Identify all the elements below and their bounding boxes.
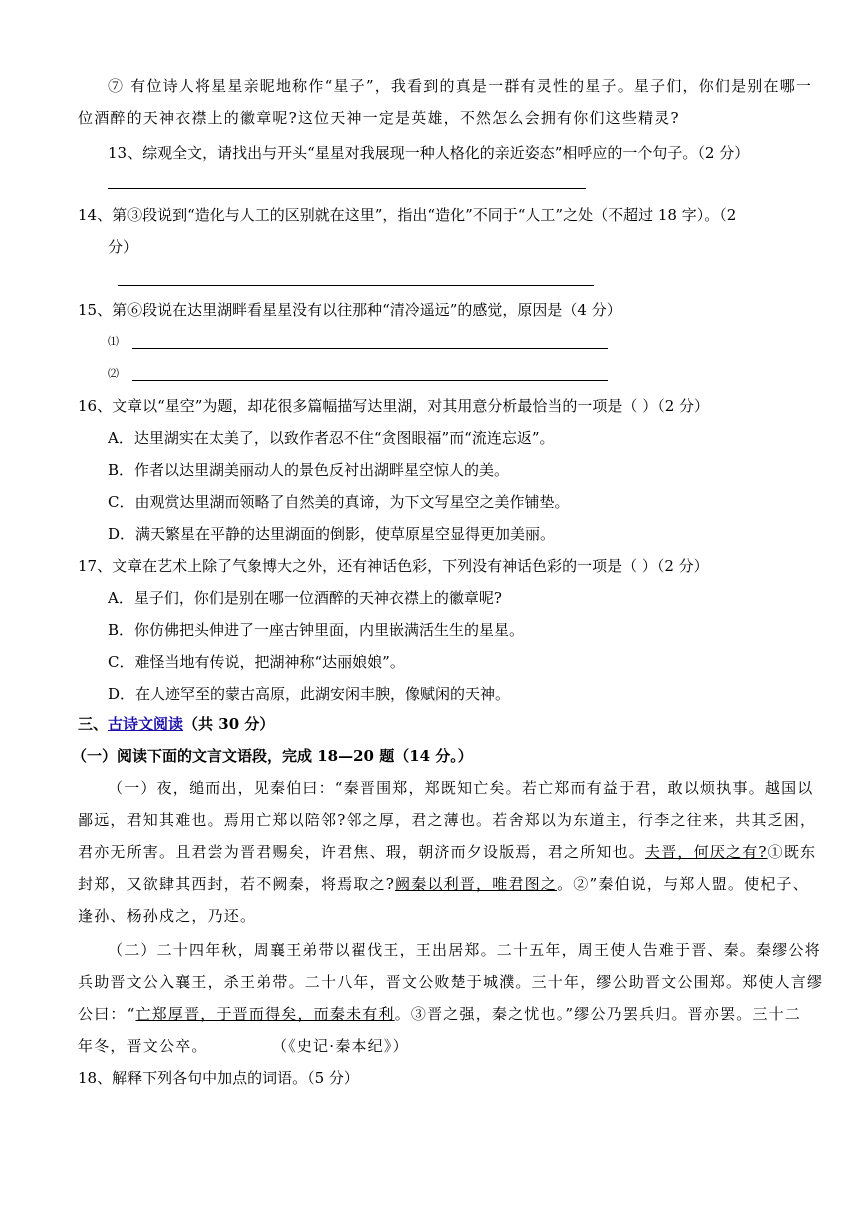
text-1-line-4 bbox=[78, 874, 809, 894]
text-1-line-4-b: 。②”秦伯说，与郑人盟。使杞子、 bbox=[557, 875, 809, 893]
question-15: 15、第⑥段说在达里湖畔看星星没有以往那种“清冷遥远”的感觉，原因是（4 分） bbox=[78, 301, 622, 319]
text-2-source: （《史记·秦本纪》） bbox=[272, 1037, 409, 1055]
text-1-line-2: 鄙远，君知其难也。焉用亡郑以陪邻?邻之厚，君之薄也。若舍郑以为东道主，行李之往来，共其乏困， bbox=[78, 811, 817, 829]
option-17-c[interactable]: C．难怪当地有传说，把湖神称“达丽娘娘”。 bbox=[108, 653, 405, 671]
passage-7-line-1: ⑦ 有位诗人将星星亲昵地称作“星子”，我看到的真是一群有灵性的星子。星子们，你们是别在哪一 bbox=[108, 77, 813, 95]
option-16-a[interactable]: A．达里湖实在太美了，以致作者忍不住“贪图眼福”而“流连忘返”。 bbox=[108, 429, 555, 447]
option-17-a[interactable]: A．星子们，你们是别在哪一位酒醉的天神衣襟上的徽章呢? bbox=[108, 589, 502, 607]
question-14-line-1: 14、第③段说到“造化与人工的区别就在这里”，指出“造化”不同于“人工”之处（不超过 18 字）。（2 bbox=[78, 206, 737, 224]
text-2-underlined: 亡郑厚晋，于晋而得矣，而秦未有利 bbox=[135, 1005, 395, 1023]
text-2-line-1: （二）二十四年秋，周襄王弟带以翟伐王，王出居郑。二十五年，周王使人告难于晋、秦。秦缪公将 bbox=[108, 941, 821, 959]
text-2-line-4: 年冬，晋文公卒。 bbox=[78, 1037, 208, 1055]
text-1-underlined-2: 阙秦以利晋，唯君图之 bbox=[395, 875, 558, 893]
answer-line-13[interactable] bbox=[108, 188, 586, 189]
text-2-line-3-b: 。③晋之强，秦之忧也。”缪公乃罢兵归。晋亦罢。三十二 bbox=[394, 1005, 802, 1023]
answer-label-15-1: ⑴ bbox=[108, 335, 119, 348]
answer-line-14[interactable] bbox=[118, 285, 594, 286]
answer-line-15-1[interactable] bbox=[132, 348, 608, 349]
option-16-d[interactable]: D．满天繁星在平静的达里湖面的倒影，使草原星空显得更加美丽。 bbox=[108, 525, 556, 543]
text-1-line-3 bbox=[78, 842, 816, 862]
question-16: 16、文章以“星空”为题，却花很多篇幅描写达里湖，对其用意分析最恰当的一项是（ ）（2 分） bbox=[78, 397, 710, 415]
subsection-1-title: （一）阅读下面的文言文语段，完成 18—20 题（14 分。） bbox=[72, 747, 473, 765]
answer-label-15-2: ⑵ bbox=[108, 367, 119, 380]
text-2-line-3 bbox=[78, 1004, 801, 1024]
passage-7-line-2: 位酒醉的天神衣襟上的徽章呢?这位天神一定是英雄，不然怎么会拥有你们这些精灵? bbox=[78, 109, 680, 127]
question-13: 13、综观全文，请找出与开头“星星对我展现一种人格化的亲近姿态”相呼应的一个句子。（2 分） bbox=[108, 144, 750, 162]
text-1-line-1: （一）夜，缒而出，见秦伯曰：“秦晋围郑，郑既知亡矣。若亡郑而有益于君，敢以烦执事。越国以 bbox=[108, 779, 814, 797]
section-3-heading bbox=[78, 714, 274, 734]
question-18: 18、解释下列各句中加点的词语。（5 分） bbox=[78, 1069, 359, 1087]
text-1-line-4-a: 封郑，又欲肆其西封，若不阙秦，将焉取之? bbox=[78, 875, 396, 893]
option-17-d[interactable]: D．在人迹罕至的蒙古高原，此湖安闲丰腴，像赋闲的天神。 bbox=[108, 685, 511, 703]
section-3-prefix: 三、 bbox=[78, 715, 109, 733]
text-2-line-3-a: 公曰：“ bbox=[78, 1005, 136, 1023]
text-1-line-3-b: ①既东 bbox=[767, 843, 817, 861]
option-16-c[interactable]: C．由观赏达里湖而领略了自然美的真谛，为下文写星空之美作铺垫。 bbox=[108, 493, 570, 511]
question-17: 17、文章在艺术上除了气象博大之外，还有神话色彩，下列没有神话色彩的一项是（ ）（2 分） bbox=[78, 557, 709, 575]
answer-line-15-2[interactable] bbox=[132, 380, 608, 381]
question-14-line-2: 分） bbox=[108, 238, 139, 256]
section-3-link[interactable]: 古诗文阅读 bbox=[108, 715, 184, 733]
text-1-line-3-a: 君亦无所害。且君尝为晋君赐矣，许君焦、瑕，朝济而夕设版焉，君之所知也。 bbox=[78, 843, 646, 861]
option-17-b[interactable]: B．你仿佛把头伸进了一座古钟里面，内里嵌满活生生的星星。 bbox=[108, 621, 525, 639]
option-16-b[interactable]: B．作者以达里湖美丽动人的景色反衬出湖畔星空惊人的美。 bbox=[108, 461, 510, 479]
text-1-underlined-1: 夫晋，何厌之有? bbox=[645, 843, 768, 861]
section-3-suffix: （共 30 分） bbox=[183, 715, 275, 733]
text-2-line-2: 兵助晋文公入襄王，杀王弟带。二十八年，晋文公败楚于城濮。三十年，缪公助晋文公围郑。郑使人言缪 bbox=[78, 973, 824, 991]
text-1-line-5: 逢孙、杨孙戍之，乃还。 bbox=[78, 907, 257, 925]
